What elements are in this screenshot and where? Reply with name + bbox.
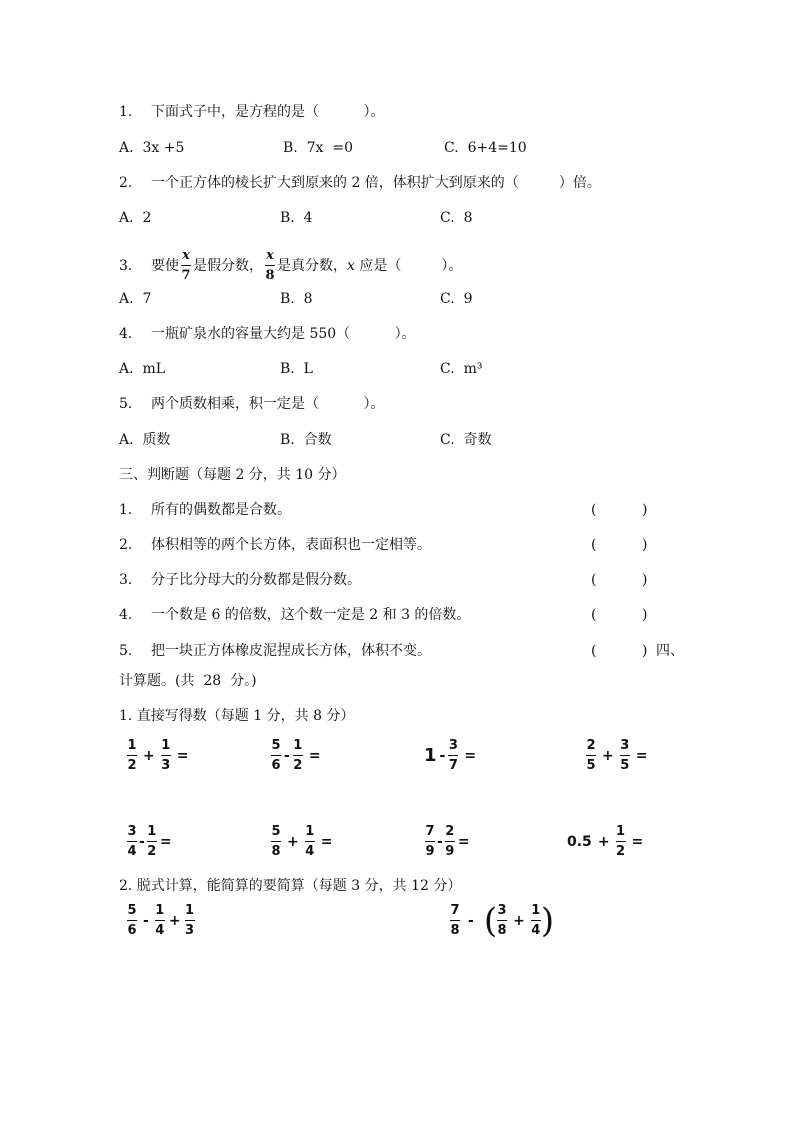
question-2: 2. 一个正方体的棱长扩大到原来的 2 倍，体积扩大到原来的（ ）倍。 (119, 175, 601, 191)
question-1: 1. 下面式子中，是方程的是（ ）。 (119, 104, 385, 120)
judge-item: 5. 把一块正方体橡皮泥捏成长方体，体积不变。 (119, 643, 431, 659)
option-c: C. 奇数 (440, 432, 492, 448)
option-b: B. 4 (280, 210, 313, 226)
option-b: B. 合数 (280, 432, 332, 448)
fraction: $\frac{1}{4}$ (531, 903, 541, 938)
close-paren: ) (540, 900, 555, 941)
option-a: A. 3x +5 (119, 140, 185, 156)
answer-paren-open: ( (591, 643, 597, 659)
option-a: A. mL (119, 361, 166, 377)
fraction: $\frac{3}{7}$ (448, 738, 458, 773)
question-text: 一个正方体的棱长扩大到原来的 2 倍，体积扩大到原来的（ ）倍。 (151, 175, 601, 191)
section-number-four: 四、 (656, 643, 684, 659)
expression: $\frac{2}{5}$ + $\frac{3}{5}$ = (586, 738, 648, 773)
option-b: B. 8 (280, 291, 313, 307)
fraction: $\frac{1}{4}$ (305, 824, 315, 859)
expression: $\frac{7}{9}$ - $\frac{2}{9}$ = (425, 824, 470, 859)
fraction: $\frac{1}{3}$ (161, 738, 171, 773)
section-title-judge: 三、判断题（每题 2 分，共 10 分） (119, 467, 346, 483)
fraction: $\frac{5}{6}$ (271, 738, 281, 773)
calc-part2-title: 2. 脱式计算，能简算的要简算（每题 3 分，共 12 分） (119, 878, 462, 894)
answer-paren-close: ) (642, 502, 648, 518)
question-text: 一瓶矿泉水的容量大约是 550（ ）。 (151, 326, 416, 342)
answer-paren-close: ) (642, 537, 648, 553)
fraction: $\frac{3}{8}$ (497, 903, 507, 938)
answer-paren-close: ) (642, 572, 648, 588)
fraction: $\frac{3}{5}$ (620, 738, 630, 773)
answer-paren-close: ) (642, 607, 648, 623)
fraction: $\frac{2}{5}$ (586, 738, 596, 773)
judge-item: 2. 体积相等的两个长方体，表面积也一定相等。 (119, 537, 431, 553)
question-5: 5. 两个质数相乘，积一定是（ ）。 (119, 396, 385, 412)
option-c: C. 8 (440, 210, 473, 226)
fraction: $\frac{7}{8}$ (450, 903, 460, 938)
fraction: $\frac{1}{3}$ (185, 903, 195, 938)
fraction: $\frac{5}{6}$ (127, 903, 137, 938)
expression: $\frac{1}{2}$ + $\frac{1}{3}$ = (127, 738, 189, 773)
judge-item: 1. 所有的偶数都是合数。 (119, 502, 291, 518)
expression: $\frac{5}{6}$ - $\frac{1}{4}$ + $\frac{1}{3}$ (127, 903, 195, 938)
fraction: $\frac{3}{4}$ (127, 824, 137, 859)
option-b: B. L (280, 361, 313, 377)
calc-part1-title: 1. 直接写得数（每题 1 分，共 8 分） (119, 708, 355, 724)
option-a: A. 2 (119, 210, 152, 226)
fraction: $\frac{1}{4}$ (155, 903, 165, 938)
answer-paren-open: ( (591, 537, 597, 553)
fraction: $\frac{x}{7}$ (181, 248, 191, 283)
answer-paren-close: ) (642, 643, 648, 659)
expression: 1 - $\frac{3}{7}$ = (424, 738, 477, 773)
fraction: $\frac{2}{9}$ (445, 824, 455, 859)
section-title-calc: 计算题。(共 28 分。) (119, 673, 257, 689)
fraction: $\frac{x}{8}$ (265, 248, 275, 283)
expression: $\frac{5}{8}$ + $\frac{1}{4}$ = (271, 824, 333, 859)
expression: $\frac{3}{4}$ - $\frac{1}{2}$ = (127, 824, 172, 859)
fraction: $\frac{1}{2}$ (293, 738, 303, 773)
option-a: A. 7 (119, 291, 152, 307)
fraction: $\frac{5}{8}$ (271, 824, 281, 859)
question-3: 3. 要使 $\frac{x}{7}$ 是假分数， $\frac{x}{8}$ 是真分数， x 应是（ ）。 (119, 248, 463, 283)
question-text: 两个质数相乘，积一定是（ ）。 (151, 396, 385, 412)
judge-item: 3. 分子比分母大的分数都是假分数。 (119, 572, 361, 588)
judge-item: 4. 一个数是 6 的倍数，这个数一定是 2 和 3 的倍数。 (119, 607, 471, 623)
fraction: $\frac{1}{2}$ (616, 824, 626, 859)
fraction: $\frac{1}{2}$ (147, 824, 157, 859)
fraction: $\frac{1}{2}$ (127, 738, 137, 773)
expression: 0.5 + $\frac{1}{2}$ = (567, 824, 644, 859)
option-c: C. m³ (440, 361, 483, 377)
question-4: 4. 一瓶矿泉水的容量大约是 550（ ）。 (119, 326, 416, 342)
answer-paren-open: ( (591, 502, 597, 518)
option-b: B. 7x =0 (283, 140, 353, 156)
answer-paren-open: ( (591, 572, 597, 588)
answer-paren-open: ( (591, 607, 597, 623)
expression: $\frac{5}{6}$ - $\frac{1}{2}$ = (271, 738, 321, 773)
question-text: 下面式子中，是方程的是（ ）。 (151, 104, 385, 120)
option-c: C. 9 (440, 291, 473, 307)
fraction: $\frac{7}{9}$ (425, 824, 435, 859)
expression: $\frac{7}{8}$ - ( $\frac{3}{8}$ + $\frac{1}{4}$ ) (450, 900, 555, 941)
option-a: A. 质数 (119, 432, 171, 448)
option-c: C. 6+4=10 (444, 140, 527, 156)
open-paren: ( (483, 900, 498, 941)
